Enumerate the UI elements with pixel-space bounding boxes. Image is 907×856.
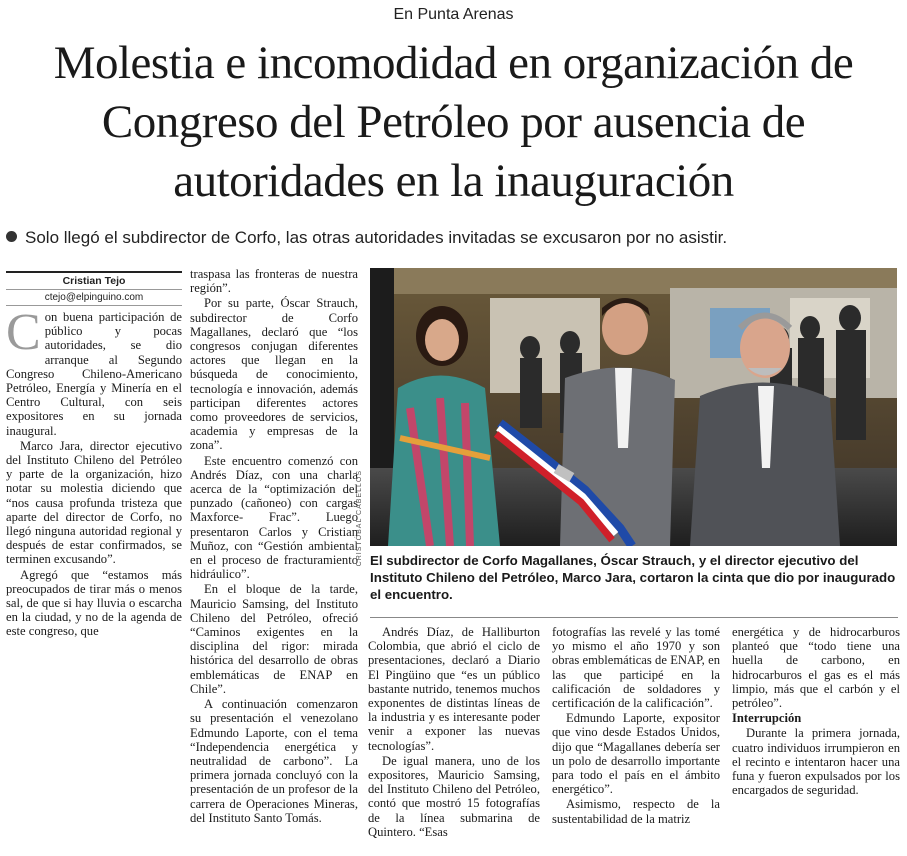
deck-text: Solo llegó el subdirector de Corfo, las otras autoridades invitadas se excusaron por no asistir. bbox=[25, 228, 728, 247]
photo-caption: El subdirector de Corfo Magallanes, Óscar Strauch, y el director ejecutivo del Instituto Chileno del Petróleo, Marco Jara, cortaron la cinta que dio por inaugurado el encuentro. bbox=[370, 553, 896, 602]
paragraph: Con buena participación de público y pocas autoridades, se dio arranque al Segundo Congreso Chileno-Americano Petróleo, Energía y Minería en el Centro Cultural, con seis expositores en su jornada inaugural. bbox=[6, 304, 182, 438]
column-3 bbox=[368, 625, 540, 839]
bullet-icon bbox=[6, 231, 17, 242]
column-5 bbox=[732, 625, 900, 797]
paragraph: Asimismo, respecto de la sustentabilidad de la matriz bbox=[552, 797, 720, 826]
paragraph: De igual manera, uno de los expositores, Mauricio Samsing, del Instituto Chileno del Petróleo, contó que mostró 15 fotografías de la línea submarina de Quintero. “Esas bbox=[368, 753, 540, 839]
paragraph: energética y de hidrocarburos planteó que “todo tiene una huella de carbono, en hidrocarburos el gas es el más limpio, más que el carbón y el petróleo”. bbox=[732, 625, 900, 711]
article-photo bbox=[370, 268, 897, 546]
paragraph: Durante la primera jornada, cuatro individuos irrumpieron en el recinto e intentaron hacer una funa y fueron expulsados por los encargados de seguridad. bbox=[732, 726, 900, 798]
paragraph: traspasa las fronteras de nuestra región”. bbox=[190, 267, 358, 296]
paragraph: Andrés Díaz, de Halliburton Colombia, que abrió el ciclo de presentaciones, declaró a Diario El Pingüino que “es un público bastante nutrido, tenemos muchos exponentes de distintas líneas de la industria y es interesante poder venir a exponer las nuevas tecnologías”. bbox=[368, 625, 540, 753]
paragraph: Edmundo Laporte, expositor que vino desde Estados Unidos, dijo que “Magallanes debería ser un polo de desarrollo importante para todo el país en el ámbito energético”. bbox=[552, 711, 720, 797]
author-email[interactable]: ctejo@elpinguino.com bbox=[6, 290, 182, 306]
subheading: Interrupción bbox=[732, 711, 802, 726]
byline bbox=[6, 271, 182, 306]
paragraph: fotografías las revelé y las tomé yo mismo el año 1970 y son obras emblemáticas de ENAP, en las que participé en la calificación de soldadores y certificación de la calificación”. bbox=[552, 625, 720, 711]
paragraph: A continuación comenzaron su presentación el venezolano Edmundo Laporte, con el tema “Independencia energética y neutralidad de carbono”. La primera jornada concluyó con la presentación de un profesor de la carrera de Operaciones Mineras, del Instituto Santo Tomás. bbox=[190, 697, 358, 825]
divider bbox=[370, 617, 898, 618]
photo-credit: CRISTÓBAL CABELLOS bbox=[356, 470, 363, 567]
ribbon-cutting-photo bbox=[370, 268, 897, 546]
column-4 bbox=[552, 625, 720, 826]
column-1 bbox=[6, 304, 182, 639]
paragraph: Este encuentro comenzó con Andrés Díaz, con una charla acerca de la “optimización del punzado (cañoneo) con cargas Maxforce- Frac”. Luego presentaron Carlos y Cristian Muñoz, con “Gestión ambiental en el proceso de fracturamiento hidráulico”. bbox=[190, 453, 358, 582]
deck bbox=[6, 228, 901, 248]
headline: Molestia e incomodidad en organización de Congreso del Petróleo por ausencia de autoridades en la inauguración bbox=[53, 37, 854, 207]
drop-cap: C bbox=[6, 304, 41, 361]
column-2 bbox=[190, 267, 358, 825]
author-name: Cristian Tejo bbox=[6, 271, 182, 290]
paragraph: Marco Jara, director ejecutivo del Instituto Chileno del Petróleo y parte de la organización, hizo notar su molestia diciendo que “nos causa profunda tristeza que aparte del director de Corfo, no llegó ninguna autoridad regional y después de estar confirmados, se terminen excusando”. bbox=[6, 438, 182, 567]
paragraph: Por su parte, Óscar Strauch, subdirector de Corfo Magallanes, declaró que “los congresos conjugan diferentes actores que llegan en la búsqueda de conocimiento, tecnología e innovación, además participan diferentes actores como proveedores de servicios, academia y empresas de la zona”. bbox=[190, 296, 358, 453]
paragraph: Agregó que “estamos más preocupados de tirar más o menos sal, de que si hay lluvia o escarcha en la ciudad, y no de la agenda de este congreso, que bbox=[6, 567, 182, 639]
section-kicker: En Punta Arenas bbox=[393, 6, 514, 23]
paragraph: En el bloque de la tarde, Mauricio Samsing, del Instituto Chileno del Petróleo, ofreció “Caminos exigentes en la disciplina del rigor: mirada histórica del desarrollo de obras emblemáticas de ENAP en Chile”. bbox=[190, 582, 358, 696]
